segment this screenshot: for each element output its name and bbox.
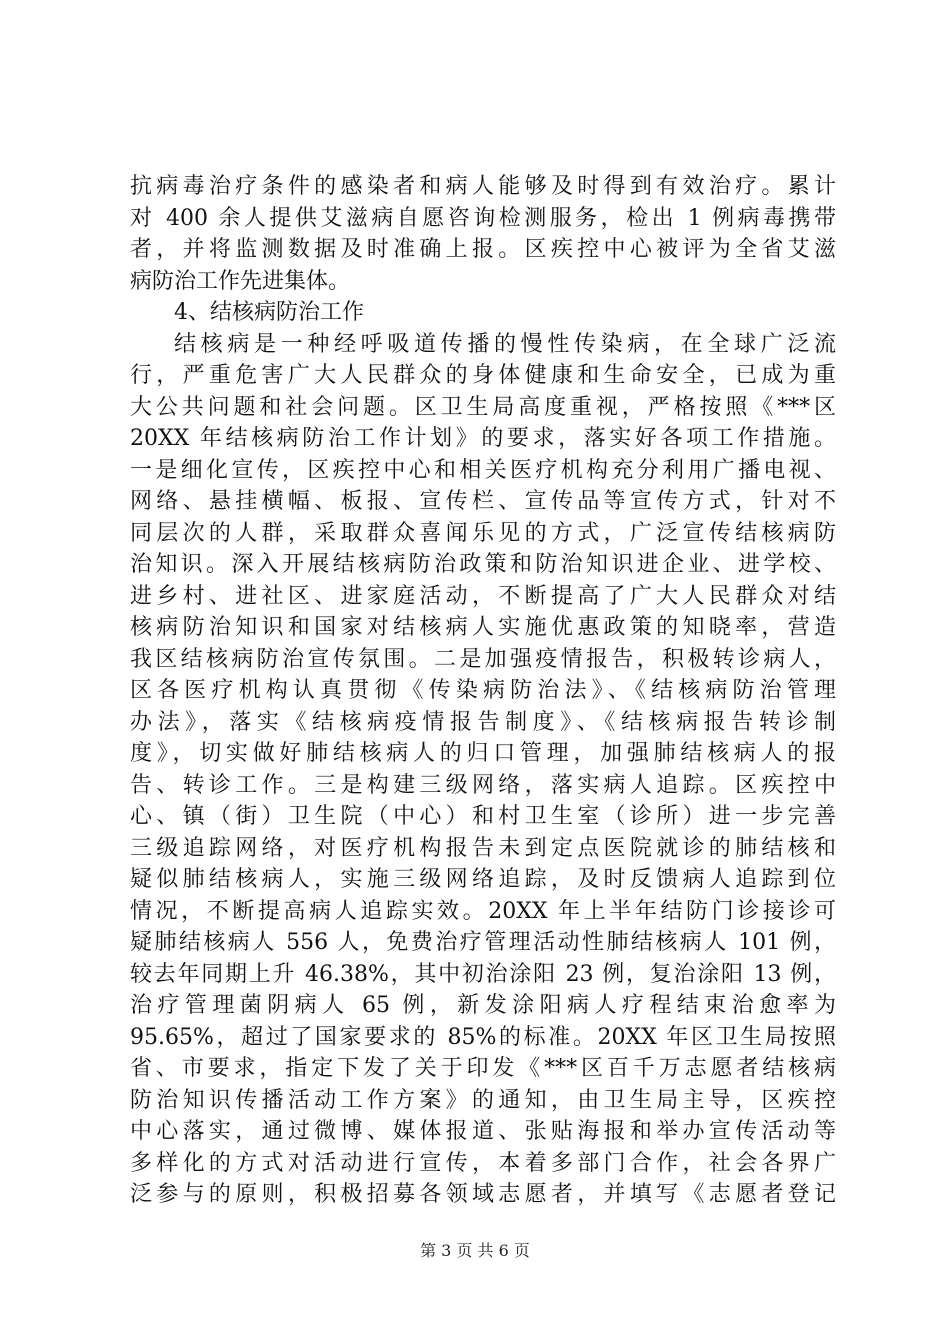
text-line: 防治知识传播活动工作方案》的通知，由卫生局主导，区疾控 <box>130 1087 836 1113</box>
section-heading: 4、结核病防治工作 <box>174 300 364 325</box>
text-line: 中心落实，通过微博、媒体报道、张贴海报和举办宣传活动等 <box>130 1119 836 1144</box>
page-footer: 第 3 页 共 6 页 <box>420 1241 530 1260</box>
text-line: 较去年同期上升 46.38%，其中初治涂阳 23 例，复治涂阳 13 例， <box>130 961 836 987</box>
text-line: 办法》，落实《结核病疫情报告制度》、《结核病报告转诊制 <box>130 709 836 735</box>
text-line: 治知识。深入开展结核病防治政策和防治知识进企业、进学校、 <box>130 552 836 577</box>
text-line: 省、市要求，指定下发了关于印发《***区百千万志愿者结核病 <box>130 1056 836 1081</box>
text-line: 进乡村、进社区、进家庭活动，不断提高了广大人民群众对结 <box>130 583 836 609</box>
text-line: 一是细化宣传，区疾控中心和相关医疗机构充分利用广播电视、 <box>130 457 836 483</box>
text-line: 者，并将监测数据及时准确上报。区疾控中心被评为全省艾滋 <box>130 237 836 262</box>
text-line: 抗病毒治疗条件的感染者和病人能够及时得到有效治疗。累计 <box>130 174 836 199</box>
text-line: 大公共问题和社会问题。区卫生局高度重视，严格按照《***区 <box>130 394 836 420</box>
text-line: 行，严重危害广大人民群众的身体健康和生命安全，已成为重 <box>130 363 836 388</box>
text-line: 告、转诊工作。三是构建三级网络，落实病人追踪。区疾控中 <box>130 772 836 798</box>
text-line: 治疗管理菌阴病人 65 例，新发涂阳病人疗程结束治愈率为 <box>130 993 836 1018</box>
text-line: 我区结核病防治宣传氛围。二是加强疫情报告，积极转诊病人， <box>130 646 836 672</box>
text-line: 网络、悬挂横幅、板报、宣传栏、宣传品等宣传方式，针对不 <box>130 489 836 514</box>
text-line: 三级追踪网络，对医疗机构报告未到定点医院就诊的肺结核和 <box>130 835 836 861</box>
text-line: 同层次的人群，采取群众喜闻乐见的方式，广泛宣传结核病防 <box>130 520 836 546</box>
body-text <box>130 171 836 1211</box>
text-line: 疑似肺结核病人，实施三级网络追踪，及时反馈病人追踪到位 <box>130 867 836 892</box>
text-line: 多样化的方式对活动进行宣传，本着多部门合作，社会各界广 <box>130 1150 836 1176</box>
text-line: 泛参与的原则，积极招募各领域志愿者，并填写《志愿者登记 <box>130 1182 836 1207</box>
text-line: 对 400 余人提供艾滋病自愿咨询检测服务，检出 1 例病毒携带 <box>130 205 836 231</box>
text-line: 情况，不断提高病人追踪实效。20XX 年上半年结防门诊接诊可 <box>130 898 836 924</box>
text-line: 20XX 年结核病防治工作计划》的要求，落实好各项工作措施。 <box>130 426 836 451</box>
text-line: 心、镇（街）卫生院（中心）和村卫生室（诊所）进一步完善 <box>130 804 836 829</box>
text-line: 疑肺结核病人 556 人，免费治疗管理活动性肺结核病人 101 例， <box>130 930 836 955</box>
text-line: 度》，切实做好肺结核病人的归口管理，加强肺结核病人的报 <box>130 741 836 766</box>
text-line: 病防治工作先进集体。 <box>130 268 351 294</box>
text-line: 区各医疗机构认真贯彻《传染病防治法》、《结核病防治管理 <box>130 678 836 703</box>
text-line: 结核病是一种经呼吸道传播的慢性传染病，在全球广泛流 <box>174 331 836 357</box>
text-line: 95.65%，超过了国家要求的 85%的标准。20XX 年区卫生局按照 <box>130 1024 836 1050</box>
text-line: 核病防治知识和国家对结核病人实施优惠政策的知晓率，营造 <box>130 615 836 640</box>
